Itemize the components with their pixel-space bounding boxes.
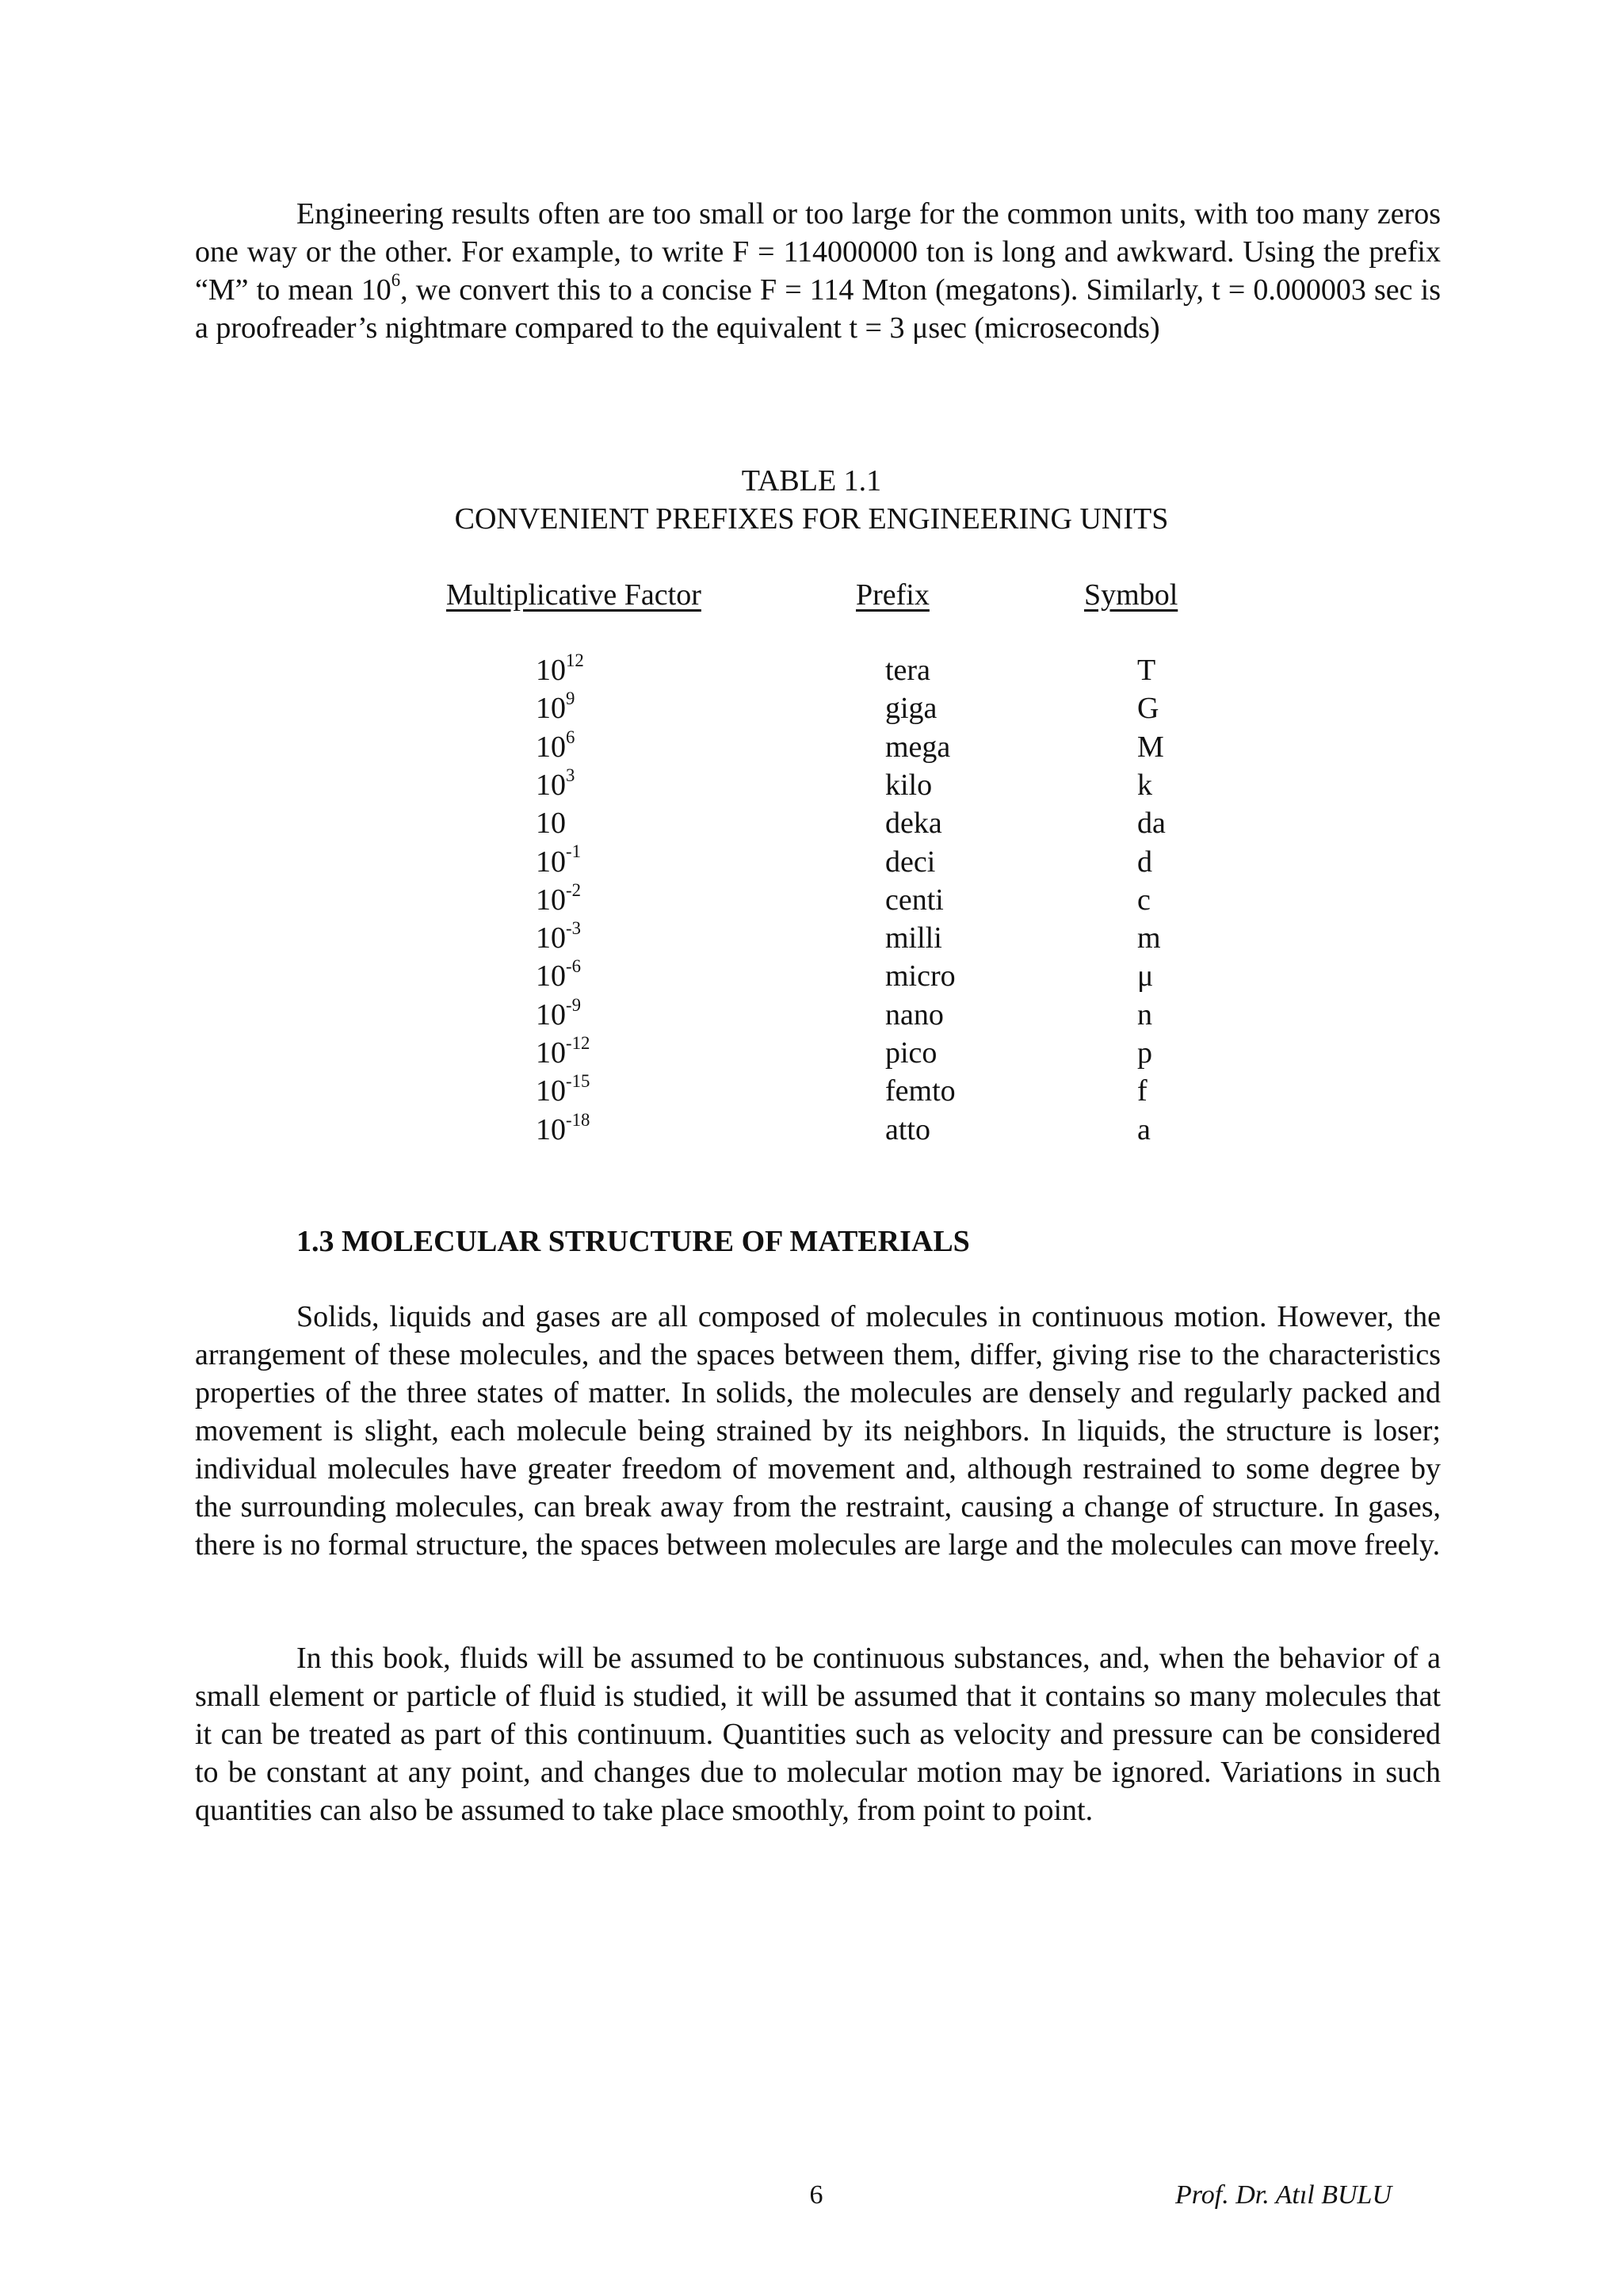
symbol-cell: m	[1137, 921, 1161, 955]
section-heading: 1.3 MOLECULAR STRUCTURE OF MATERIALS	[296, 1225, 970, 1258]
prefix-cell: deka	[885, 807, 942, 841]
factor-cell	[536, 689, 575, 727]
prefix-cell: deci	[885, 845, 936, 879]
factor-exponent: -6	[566, 956, 581, 977]
factor-base: 10	[536, 883, 566, 917]
factor-exponent: -12	[566, 1032, 590, 1053]
factor-exponent: -9	[566, 994, 581, 1015]
factor-exponent: -18	[566, 1109, 590, 1130]
page-number: 6	[809, 2180, 823, 2210]
symbol-cell: n	[1137, 997, 1152, 1032]
section-paragraph-2: In this book, fluids will be assumed to be continuous substances, and, when the behavior of a small element or particle of fluid is studied, it will be assumed that it contains so many molecules that it can be treated as part of this continuum. Quantities such as velocity and pressure can be considered to be constant at any point, and changes due to molecular motion may be ignored. Variations in such quantities can also be assumed to take place smoothly, from point to point.	[195, 1642, 1441, 1827]
factor-cell	[536, 1034, 590, 1072]
prefix-cell: mega	[885, 730, 951, 764]
table-row	[0, 804, 1623, 842]
factor-base: 10	[536, 692, 566, 726]
table-subtitle: CONVENIENT PREFIXES FOR ENGINEERING UNITS	[454, 502, 1169, 536]
table-title: TABLE 1.1	[741, 464, 882, 498]
symbol-cell: μ	[1137, 959, 1154, 994]
factor-base: 10	[536, 1112, 566, 1146]
symbol-cell: da	[1137, 807, 1166, 841]
factor-base: 10	[536, 730, 566, 764]
factor-cell	[536, 651, 584, 689]
table-row	[0, 996, 1623, 1034]
factor-exponent: -2	[566, 879, 581, 900]
intro-exponent: 6	[391, 269, 401, 290]
factor-exponent: 9	[566, 688, 575, 709]
symbol-cell: M	[1137, 730, 1164, 764]
factor-exponent: 12	[566, 650, 584, 670]
column-header-factor: Multiplicative Factor	[446, 578, 701, 612]
table-row	[0, 728, 1623, 766]
table-row	[0, 651, 1623, 689]
factor-base: 10	[536, 997, 566, 1032]
symbol-cell: G	[1137, 692, 1159, 726]
factor-base: 10	[536, 768, 566, 802]
prefix-cell: micro	[885, 959, 956, 994]
section-paragraph-1: Solids, liquids and gases are all composed of molecules in continuous motion. However, the arrangement of these molecules, and the spaces between them, differ, giving rise to the characteristics properties of the three states of matter. In solids, the molecules are densely and regularly packed and movement is slight, each molecule being strained by its neighbors. In liquids, the structure is loser; individual molecules have greater freedom of movement and, although restrained to some degree by the surrounding molecules, can break away from the restraint, causing a change of structure. In gases, there is no formal structure, the spaces between molecules are large and the molecules can move freely.	[195, 1300, 1441, 1562]
factor-cell	[536, 996, 581, 1034]
factor-cell	[536, 728, 575, 766]
symbol-cell: c	[1137, 883, 1151, 917]
symbol-cell: k	[1137, 768, 1152, 802]
prefix-cell: nano	[885, 997, 944, 1032]
factor-base: 10	[536, 1036, 566, 1070]
table-row	[0, 881, 1623, 919]
symbol-cell: d	[1137, 845, 1152, 879]
factor-cell	[536, 881, 581, 919]
factor-exponent: -1	[566, 841, 581, 862]
prefix-cell: tera	[885, 654, 930, 687]
factor-cell	[536, 843, 581, 881]
factor-cell	[536, 766, 575, 804]
symbol-cell: f	[1137, 1074, 1148, 1108]
table-row	[0, 1111, 1623, 1149]
factor-base: 10	[536, 959, 566, 994]
symbol-cell: T	[1137, 654, 1156, 687]
factor-exponent: -3	[566, 918, 581, 939]
factor-exponent: 6	[566, 727, 575, 747]
factor-exponent: -15	[566, 1071, 590, 1092]
factor-base: 10	[536, 654, 566, 687]
factor-cell	[536, 1111, 590, 1149]
factor-exponent: 3	[566, 765, 575, 785]
factor-cell	[536, 957, 581, 995]
factor-cell	[536, 804, 566, 842]
table-row	[0, 957, 1623, 995]
factor-base: 10	[536, 921, 566, 955]
table-row	[0, 1034, 1623, 1072]
factor-base: 10	[536, 1074, 566, 1108]
table-row	[0, 843, 1623, 881]
factor-base: 10	[536, 845, 566, 879]
column-header-prefix: Prefix	[856, 578, 930, 612]
intro-text-part1: Engineering results often are too small or too large for the common units, with too many zeros one way or the other. For example, to write F = 114000000 ton is long and awkward. Using the prefix “M” to mean 10	[195, 197, 1441, 307]
intro-paragraph	[195, 195, 1441, 347]
table-row	[0, 919, 1623, 957]
factor-base: 10	[536, 807, 566, 841]
symbol-cell: a	[1137, 1112, 1151, 1146]
prefix-cell: kilo	[885, 768, 933, 802]
symbol-cell: p	[1137, 1036, 1152, 1070]
column-header-symbol: Symbol	[1084, 578, 1178, 612]
table-row	[0, 689, 1623, 727]
prefix-cell: giga	[885, 692, 938, 726]
prefix-cell: pico	[885, 1036, 938, 1070]
prefix-cell: atto	[885, 1112, 930, 1146]
intro-text-part2: , we convert this to a concise F = 114 Mton (megatons). Similarly, t = 0.000003 sec is a proofreader’s nightmare compared to the equivalent t = 3 μsec (microseconds)	[195, 273, 1441, 345]
table-row	[0, 766, 1623, 804]
table-row	[0, 1072, 1623, 1110]
author-credit: Prof. Dr. Atıl BULU	[1175, 2180, 1392, 2210]
factor-cell	[536, 919, 581, 957]
prefix-cell: milli	[885, 921, 942, 955]
prefix-cell: centi	[885, 883, 944, 917]
factor-cell	[536, 1072, 590, 1110]
prefix-cell: femto	[885, 1074, 956, 1108]
